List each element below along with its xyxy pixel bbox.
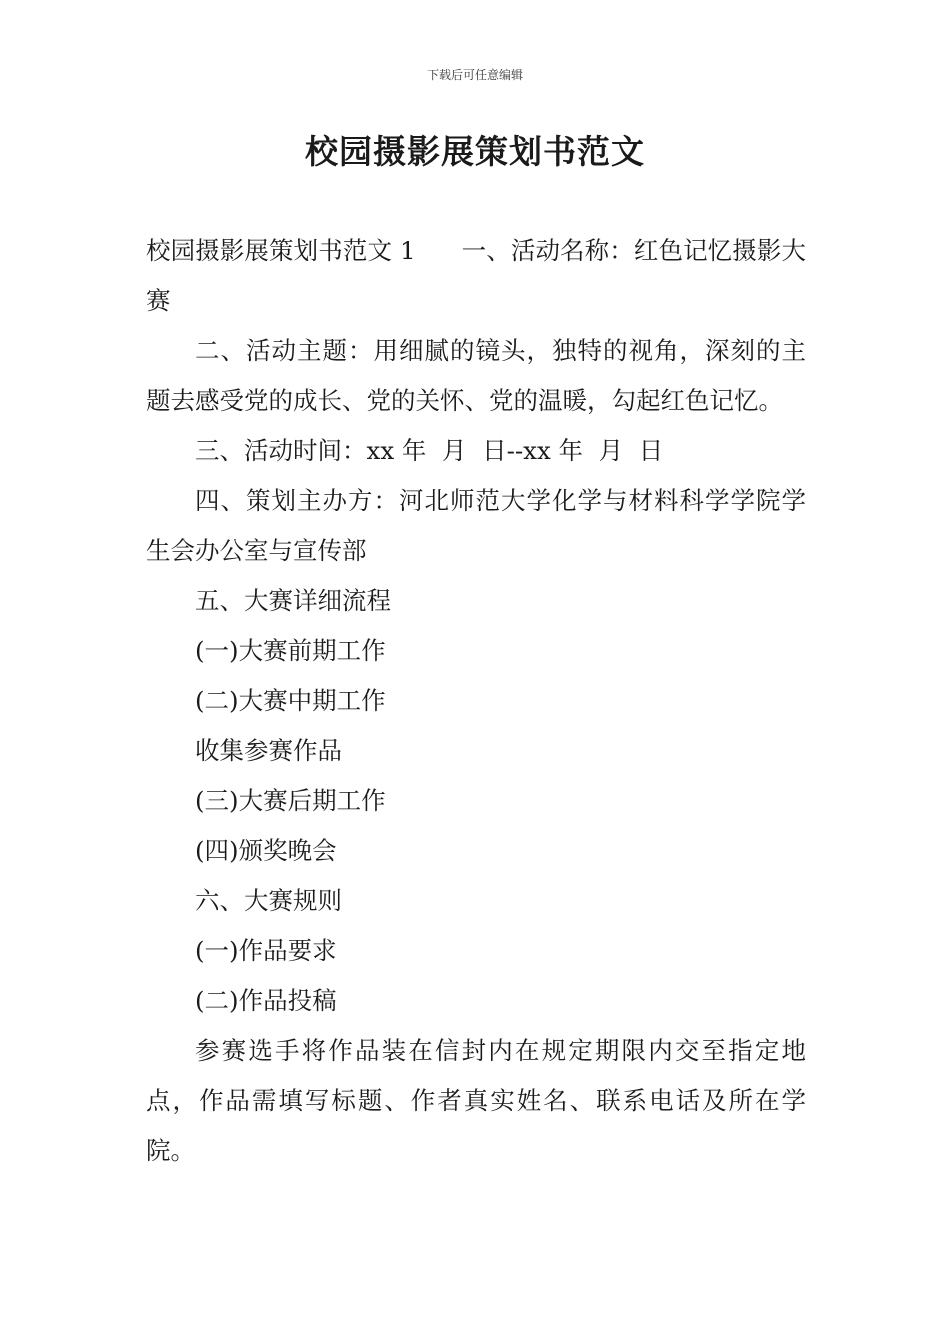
paragraph-mid-work: (二)大赛中期工作 <box>195 686 386 715</box>
intro-lead: 校园摄影展策划书范文 1 <box>146 236 416 265</box>
intro-paragraph <box>146 226 806 326</box>
paragraph-pre-work: (一)大赛前期工作 <box>195 636 386 665</box>
paragraph-requirements: (一)作品要求 <box>195 936 337 965</box>
paragraph-organizer: 四、策划主办方：河北师范大学化学与材料科学学院学生会办公室与宣传部 <box>146 486 806 565</box>
paragraph-ceremony: (四)颁奖晚会 <box>195 836 337 865</box>
paragraph-post-work: (三)大赛后期工作 <box>195 786 386 815</box>
intro-text: 一、活动名称：红色记忆摄影大赛 <box>146 236 806 315</box>
paragraph-process-heading: 五、大赛详细流程 <box>195 586 391 615</box>
document-title: 校园摄影展策划书范文 <box>305 132 645 171</box>
paragraph-submission: (二)作品投稿 <box>195 986 337 1015</box>
document-body <box>146 226 806 1176</box>
paragraph-collect: 收集参赛作品 <box>195 736 342 765</box>
paragraph-submission-detail: 参赛选手将作品装在信封内在规定期限内交至指定地点，作品需填写标题、作者真实姓名、联系电话及所在学院。 <box>146 1036 806 1165</box>
paragraph-rules-heading: 六、大赛规则 <box>195 886 342 915</box>
paragraph-time: 三、活动时间：xx 年 月 日--xx 年 月 日 <box>195 436 664 465</box>
header-note: 下载后可任意编辑 <box>426 68 523 82</box>
paragraph-theme: 二、活动主题：用细腻的镜头，独特的视角，深刻的主题去感受党的成长、党的关怀、党的温暖，勾起红色记忆。 <box>146 336 806 415</box>
